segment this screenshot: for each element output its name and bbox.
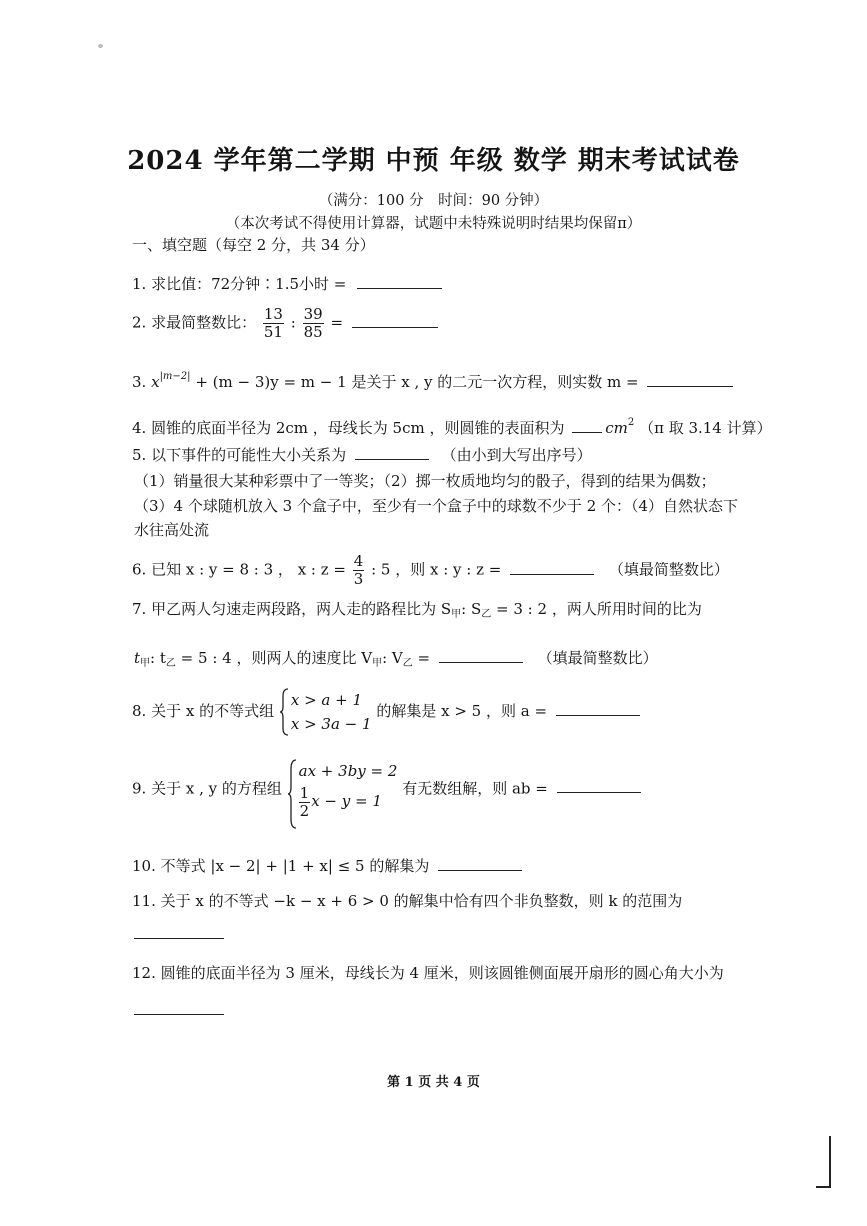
fraction-1-2 xyxy=(299,785,311,820)
question-3-text: + (m − 3)y = m − 1 是关于 x , y 的二元一次方程，则实数 m = xyxy=(195,373,639,391)
fraction-4-3 xyxy=(353,553,365,588)
question-6-mid: : 5 ，则 x : y : z = xyxy=(371,560,502,579)
frac-den: 3 xyxy=(353,570,364,588)
left-brace-icon xyxy=(279,688,289,736)
frac-den: 2 xyxy=(299,801,310,820)
question-2 xyxy=(132,306,438,341)
section-heading: 一、填空题（每空 2 分，共 34 分） xyxy=(132,236,375,254)
row2-rest: x − y = 1 xyxy=(311,792,382,810)
question-7-line-2 xyxy=(134,646,658,675)
fraction-39-85 xyxy=(303,306,324,341)
question-5 xyxy=(132,443,592,466)
question-3 xyxy=(132,366,733,393)
ratio-colon: : xyxy=(290,313,296,332)
answer-blank-9[interactable] xyxy=(557,776,641,793)
left-brace-icon xyxy=(287,759,297,829)
subscript: 甲 xyxy=(451,609,462,620)
system-row-2: x > 3a − 1 xyxy=(290,715,372,733)
subscript: 乙 xyxy=(481,609,492,620)
var-t: t xyxy=(134,649,141,667)
question-4-text: 4. 圆锥的底面半径为 2cm ，母线长为 5cm ，则圆锥的表面积为 xyxy=(132,419,565,437)
answer-blank-12[interactable] xyxy=(134,998,224,1015)
question-7-pre: 7. 甲乙两人匀速走两段路，两人走的路程比为 S xyxy=(132,600,452,618)
question-12-answer xyxy=(134,998,224,1019)
exponent: |m−2| xyxy=(159,371,191,382)
exam-note: （本次考试不得使用计算器，试题中未特殊说明时结果均保留π） xyxy=(225,216,642,232)
question-6-prefix: 6. 已知 x : y = 8 : 3 ， x : z = xyxy=(132,560,346,579)
system-row-1: ax + 3by = 2 xyxy=(298,762,398,780)
fraction-13-51 xyxy=(263,306,284,341)
question-5-text: 5. 以下事件的可能性大小关系为 xyxy=(132,446,347,464)
question-8-suffix: 的解集是 x > 5 ，则 a = xyxy=(376,702,548,720)
v-mid: : V xyxy=(382,649,403,667)
question-9-suffix: 有无数组解，则 ab = xyxy=(402,779,548,798)
frac-den: 85 xyxy=(303,323,323,341)
answer-blank-1[interactable] xyxy=(357,272,442,289)
answer-blank-2[interactable] xyxy=(352,311,438,328)
q7-mid1: : S xyxy=(461,600,482,618)
question-4 xyxy=(132,412,772,439)
question-12: 12. 圆锥的底面半径为 3 厘米，母线长为 4 厘米，则该圆锥侧面展开扇形的圆心角大小为 xyxy=(132,964,724,982)
page-number: 第 1 页 共 4 页 xyxy=(387,1075,480,1090)
system-row-1: x > a + 1 xyxy=(290,691,363,709)
exam-meta: （满分：100 分 时间：90 分钟） xyxy=(318,193,549,209)
question-8-prefix: 8. 关于 x 的不等式组 xyxy=(132,702,275,720)
answer-blank-5[interactable] xyxy=(355,443,429,460)
question-2-prefix: 2. 求最简整数比： xyxy=(132,313,257,332)
equation-system xyxy=(287,759,398,820)
subscript: 甲 xyxy=(140,658,151,669)
answer-blank-6[interactable] xyxy=(510,558,594,575)
question-8 xyxy=(132,688,640,736)
frac-num: 1 xyxy=(299,783,310,802)
question-7-post: = 3 : 2 ，两人所用时间的比为 xyxy=(496,600,702,618)
question-6 xyxy=(132,553,729,588)
answer-blank-10[interactable] xyxy=(438,854,522,871)
question-1 xyxy=(132,272,442,295)
frac-num: 4 xyxy=(353,552,364,570)
question-9 xyxy=(132,759,641,820)
subscript: 乙 xyxy=(165,658,176,669)
t-mid: : t xyxy=(150,649,166,667)
question-5-hint: （由小到大写出序号） xyxy=(441,446,592,464)
question-9-prefix: 9. 关于 x , y 的方程组 xyxy=(132,779,282,798)
var-x: x xyxy=(151,373,160,391)
question-7-hint: （填最简整数比） xyxy=(537,649,658,667)
frac-den: 51 xyxy=(263,323,283,341)
answer-blank-4[interactable] xyxy=(572,416,602,433)
v-post: = xyxy=(417,649,431,667)
t-post: = 5 : 4 ，则两人的速度比 V xyxy=(180,649,373,667)
question-3-prefix: 3. xyxy=(132,373,152,391)
answer-blank-3[interactable] xyxy=(647,370,733,387)
unit-exponent: 2 xyxy=(627,417,635,428)
question-10-text: 10. 不等式 |x − 2| + |1 + x| ≤ 5 的解集为 xyxy=(132,857,430,875)
question-11-answer xyxy=(134,922,224,943)
subscript: 乙 xyxy=(402,658,413,669)
question-4-tail: （π 取 3.14 计算） xyxy=(639,419,772,437)
question-5-line-1: （1）销量很大某种彩票中了一等奖；（2）掷一枚质地均匀的骰子，得到的结果为偶数； xyxy=(134,472,716,490)
question-5-line-2: （3）4 个球随机放入 3 个盒子中，至少有一个盒子中的球数不少于 2 个：（4）自然状态下 xyxy=(134,497,739,515)
unit-cm: cm xyxy=(605,419,628,437)
question-7-line-1 xyxy=(132,598,702,626)
scan-speck xyxy=(98,44,103,48)
question-6-hint: （填最简整数比） xyxy=(608,560,729,579)
subscript: 甲 xyxy=(372,658,383,669)
system-row-2 xyxy=(299,783,398,820)
question-5-line-3: 水往高处流 xyxy=(134,521,210,539)
scan-edge-mark xyxy=(816,1186,831,1188)
equals-sign: = xyxy=(330,313,344,332)
inequality-system xyxy=(279,688,372,736)
answer-blank-11[interactable] xyxy=(134,922,224,939)
question-1-text: 1. 求比值：72分钟∶1.5小时 = xyxy=(132,275,347,293)
frac-num: 13 xyxy=(263,305,283,323)
answer-blank-8[interactable] xyxy=(556,699,640,716)
frac-num: 39 xyxy=(303,305,323,323)
scan-edge-mark xyxy=(829,1136,831,1188)
question-11: 11. 关于 x 的不等式 −k − x + 6 > 0 的解集中恰有四个非负整数，则 k 的范围为 xyxy=(132,892,683,910)
question-10 xyxy=(132,854,522,877)
answer-blank-7[interactable] xyxy=(439,646,523,663)
exam-title: 2024 学年第二学期 中预 年级 数学 期末考试试卷 xyxy=(127,146,740,176)
